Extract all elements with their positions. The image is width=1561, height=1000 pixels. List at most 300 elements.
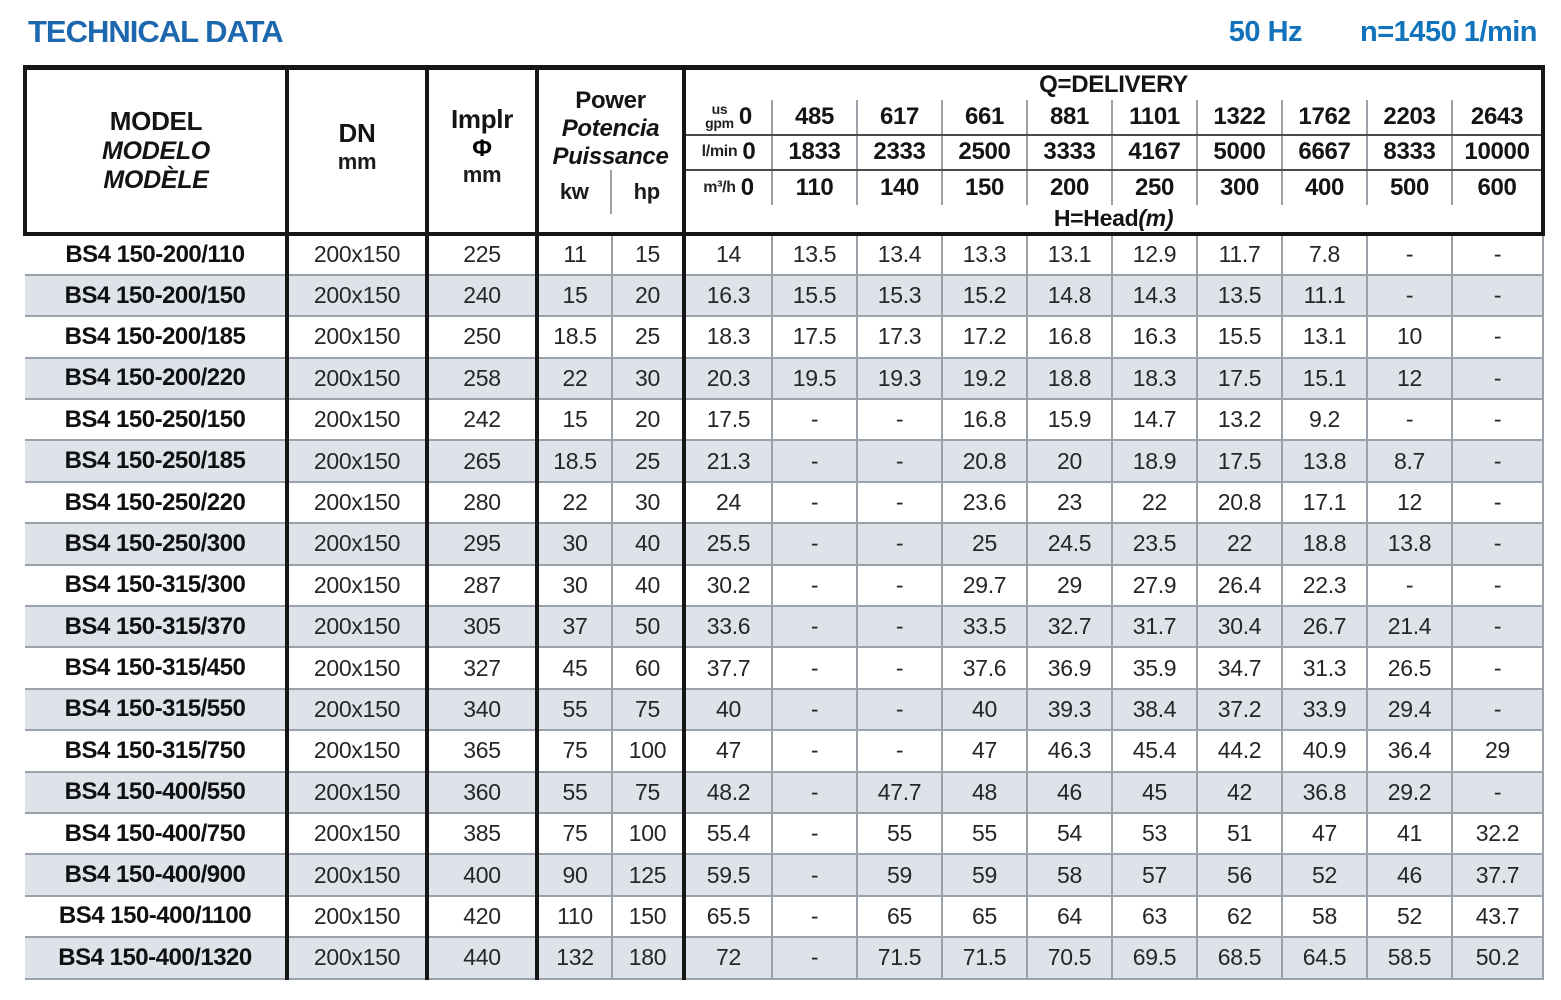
delivery-value: 250: [1112, 170, 1197, 205]
delivery-value: 617: [857, 100, 942, 135]
head-unit: (m): [1138, 204, 1174, 231]
data-cell: 305: [427, 606, 537, 647]
data-cell: 100: [612, 813, 684, 854]
model-cell: BS4 150-200/185: [25, 316, 287, 357]
table-row: [25, 772, 1543, 813]
impeller-diameter-symbol: Φ: [472, 134, 492, 162]
frequency-label: 50 Hz: [1228, 16, 1303, 48]
m3h-zero: 0: [740, 173, 754, 201]
data-cell: 17.5: [684, 399, 772, 440]
data-cell: 25: [942, 523, 1027, 564]
data-cell: 15.1: [1282, 358, 1367, 399]
data-cell: -: [857, 523, 942, 564]
data-cell: 14.3: [1112, 275, 1197, 316]
header-info: [1229, 16, 1537, 49]
data-cell: 14.8: [1027, 275, 1112, 316]
data-cell: -: [772, 854, 857, 895]
data-cell: 48.2: [684, 772, 772, 813]
table-header: [25, 68, 1543, 234]
data-cell: 64.5: [1282, 937, 1367, 978]
model-cell: BS4 150-250/150: [25, 399, 287, 440]
data-cell: 15: [537, 399, 612, 440]
data-cell: 18.8: [1027, 358, 1112, 399]
data-cell: 17.5: [772, 316, 857, 357]
data-cell: 8.7: [1367, 440, 1452, 481]
table-row: [25, 689, 1543, 730]
delivery-value: 1101: [1112, 100, 1197, 135]
data-cell: 55: [537, 772, 612, 813]
data-cell: 27.9: [1112, 565, 1197, 606]
data-cell: 37.6: [942, 647, 1027, 688]
data-cell: 21.4: [1367, 606, 1452, 647]
data-cell: 46: [1027, 772, 1112, 813]
data-cell: 58: [1282, 896, 1367, 937]
data-cell: 55.4: [684, 813, 772, 854]
data-cell: 45: [537, 647, 612, 688]
technical-data-table: [23, 65, 1545, 980]
data-cell: 18.8: [1282, 523, 1367, 564]
data-cell: 20: [612, 399, 684, 440]
data-cell: 39.3: [1027, 689, 1112, 730]
delivery-value: 5000: [1197, 135, 1282, 170]
power-label-es: Potencia: [561, 114, 660, 142]
model-cell: BS4 150-200/150: [25, 275, 287, 316]
data-cell: 25.5: [684, 523, 772, 564]
data-cell: -: [1452, 358, 1543, 399]
dn-label: DN: [338, 117, 376, 148]
data-cell: 12: [1367, 358, 1452, 399]
table-row: [25, 606, 1543, 647]
delivery-value: 881: [1027, 100, 1112, 135]
data-cell: 38.4: [1112, 689, 1197, 730]
delivery-value: 1762: [1282, 100, 1367, 135]
model-cell: BS4 150-315/300: [25, 565, 287, 606]
data-cell: 58.5: [1367, 937, 1452, 978]
data-cell: -: [772, 896, 857, 937]
data-cell: 150: [612, 896, 684, 937]
model-cell: BS4 150-200/110: [25, 234, 287, 275]
model-cell: BS4 150-400/550: [25, 772, 287, 813]
data-cell: 17.5: [1197, 440, 1282, 481]
data-cell: 200x150: [287, 854, 427, 895]
data-cell: 30: [612, 358, 684, 399]
data-cell: 15.9: [1027, 399, 1112, 440]
delivery-value: 140: [857, 170, 942, 205]
data-cell: 18.3: [1112, 358, 1197, 399]
delivery-value: 300: [1197, 170, 1282, 205]
data-cell: 30: [537, 565, 612, 606]
data-cell: 15.2: [942, 275, 1027, 316]
table-row: [25, 647, 1543, 688]
delivery-value: 3333: [1027, 135, 1112, 170]
data-cell: 17.2: [942, 316, 1027, 357]
data-cell: 36.9: [1027, 647, 1112, 688]
data-cell: -: [772, 606, 857, 647]
model-cell: BS4 150-200/220: [25, 358, 287, 399]
data-cell: 60: [612, 647, 684, 688]
delivery-value: 2203: [1367, 100, 1452, 135]
data-cell: 64: [1027, 896, 1112, 937]
power-label-fr: Puissance: [552, 142, 669, 170]
data-cell: -: [1367, 565, 1452, 606]
data-cell: -: [1452, 647, 1543, 688]
data-cell: -: [772, 399, 857, 440]
data-cell: 11.1: [1282, 275, 1367, 316]
data-cell: -: [772, 689, 857, 730]
data-cell: 45.4: [1112, 730, 1197, 771]
data-cell: 23: [1027, 482, 1112, 523]
data-cell: 22: [1197, 523, 1282, 564]
data-cell: 44.2: [1197, 730, 1282, 771]
model-cell: BS4 150-250/185: [25, 440, 287, 481]
delivery-value: 500: [1367, 170, 1452, 205]
impeller-unit: mm: [462, 162, 502, 188]
data-cell: 48: [942, 772, 1027, 813]
data-cell: 13.1: [1027, 234, 1112, 275]
data-cell: 42: [1197, 772, 1282, 813]
model-cell: BS4 150-400/750: [25, 813, 287, 854]
data-cell: -: [1452, 523, 1543, 564]
data-cell: 17.5: [1197, 358, 1282, 399]
delivery-value: 661: [942, 100, 1027, 135]
data-cell: 70.5: [1027, 937, 1112, 978]
data-cell: 15.3: [857, 275, 942, 316]
data-cell: 200x150: [287, 440, 427, 481]
power-unit-hp: hp: [610, 170, 683, 214]
data-cell: 340: [427, 689, 537, 730]
data-cell: 55: [942, 813, 1027, 854]
data-cell: 43.7: [1452, 896, 1543, 937]
data-cell: 18.3: [684, 316, 772, 357]
data-cell: 11.7: [1197, 234, 1282, 275]
data-cell: 52: [1282, 854, 1367, 895]
data-cell: 35.9: [1112, 647, 1197, 688]
data-cell: -: [772, 647, 857, 688]
data-cell: 13.5: [1197, 275, 1282, 316]
data-cell: 32.7: [1027, 606, 1112, 647]
data-cell: 47: [942, 730, 1027, 771]
model-cell: BS4 150-315/370: [25, 606, 287, 647]
data-cell: 12.9: [1112, 234, 1197, 275]
data-cell: -: [857, 606, 942, 647]
data-cell: -: [857, 482, 942, 523]
data-cell: 16.3: [1112, 316, 1197, 357]
data-cell: 36.4: [1367, 730, 1452, 771]
data-cell: 240: [427, 275, 537, 316]
data-cell: 75: [537, 813, 612, 854]
model-label-es: MODELO: [102, 136, 210, 165]
data-cell: -: [1452, 316, 1543, 357]
data-cell: 22: [537, 482, 612, 523]
gpm-unit-top: us: [711, 101, 728, 118]
data-cell: 22: [1112, 482, 1197, 523]
power-column-header: [537, 68, 684, 234]
delivery-value: 1322: [1197, 100, 1282, 135]
table-row: [25, 358, 1543, 399]
data-cell: 33.9: [1282, 689, 1367, 730]
data-cell: 200x150: [287, 523, 427, 564]
data-cell: 25: [612, 316, 684, 357]
delivery-value: 600: [1452, 170, 1543, 205]
data-cell: -: [1452, 399, 1543, 440]
data-cell: 17.3: [857, 316, 942, 357]
data-cell: 30.2: [684, 565, 772, 606]
data-cell: 37.2: [1197, 689, 1282, 730]
data-cell: 280: [427, 482, 537, 523]
data-cell: 200x150: [287, 813, 427, 854]
data-cell: 9.2: [1282, 399, 1367, 440]
model-label-en: MODEL: [109, 106, 203, 137]
data-cell: 200x150: [287, 937, 427, 978]
data-cell: 47: [1282, 813, 1367, 854]
data-cell: 258: [427, 358, 537, 399]
data-cell: 200x150: [287, 399, 427, 440]
dn-unit: mm: [337, 148, 377, 174]
data-cell: 200x150: [287, 358, 427, 399]
table-row: [25, 896, 1543, 937]
data-cell: 420: [427, 896, 537, 937]
delivery-value: 400: [1282, 170, 1367, 205]
data-cell: 385: [427, 813, 537, 854]
data-cell: 59: [857, 854, 942, 895]
data-cell: 56: [1197, 854, 1282, 895]
data-cell: -: [1367, 399, 1452, 440]
data-cell: 11: [537, 234, 612, 275]
speed-label: n=1450 1/min: [1360, 16, 1537, 48]
table-row: [25, 854, 1543, 895]
data-cell: 365: [427, 730, 537, 771]
data-cell: 180: [612, 937, 684, 978]
data-cell: 295: [427, 523, 537, 564]
data-cell: 18.9: [1112, 440, 1197, 481]
data-cell: 62: [1197, 896, 1282, 937]
data-cell: 71.5: [857, 937, 942, 978]
data-cell: 40.9: [1282, 730, 1367, 771]
delivery-value: 2643: [1452, 100, 1543, 135]
data-cell: 37: [537, 606, 612, 647]
data-cell: 57: [1112, 854, 1197, 895]
data-cell: -: [857, 730, 942, 771]
impeller-column-header: [427, 68, 537, 234]
data-cell: 69.5: [1112, 937, 1197, 978]
data-cell: -: [857, 647, 942, 688]
data-cell: 65: [942, 896, 1027, 937]
delivery-value: 150: [942, 170, 1027, 205]
data-cell: 200x150: [287, 896, 427, 937]
data-cell: 51: [1197, 813, 1282, 854]
data-cell: 30.4: [1197, 606, 1282, 647]
data-cell: 31.3: [1282, 647, 1367, 688]
data-cell: 33.6: [684, 606, 772, 647]
data-cell: 46: [1367, 854, 1452, 895]
data-cell: 250: [427, 316, 537, 357]
data-cell: 200x150: [287, 606, 427, 647]
delivery-unit-lmin: [684, 135, 772, 170]
data-cell: 50: [612, 606, 684, 647]
delivery-value: 485: [772, 100, 857, 135]
table-row: [25, 523, 1543, 564]
model-label-fr: MODÈLE: [103, 165, 209, 194]
data-cell: -: [772, 440, 857, 481]
data-cell: 132: [537, 937, 612, 978]
data-cell: 68.5: [1197, 937, 1282, 978]
delivery-value: 4167: [1112, 135, 1197, 170]
model-cell: BS4 150-400/900: [25, 854, 287, 895]
delivery-value: 8333: [1367, 135, 1452, 170]
data-cell: 13.3: [942, 234, 1027, 275]
table-row: [25, 730, 1543, 771]
data-cell: 75: [612, 689, 684, 730]
data-cell: 242: [427, 399, 537, 440]
data-cell: 40: [684, 689, 772, 730]
data-cell: 200x150: [287, 316, 427, 357]
table-row: [25, 275, 1543, 316]
model-cell: BS4 150-250/220: [25, 482, 287, 523]
data-cell: 15.5: [772, 275, 857, 316]
delivery-unit-gpm: [684, 100, 772, 135]
data-cell: 30: [612, 482, 684, 523]
data-cell: 40: [612, 565, 684, 606]
data-cell: 65: [857, 896, 942, 937]
data-cell: 200x150: [287, 730, 427, 771]
power-unit-kw: kw: [559, 179, 589, 205]
table-row: [25, 440, 1543, 481]
data-cell: 45: [1112, 772, 1197, 813]
model-cell: BS4 150-250/300: [25, 523, 287, 564]
data-cell: -: [857, 689, 942, 730]
data-cell: 14: [684, 234, 772, 275]
data-cell: 34.7: [1197, 647, 1282, 688]
data-cell: 29: [1027, 565, 1112, 606]
data-cell: -: [1452, 606, 1543, 647]
data-cell: 19.3: [857, 358, 942, 399]
data-cell: 26.5: [1367, 647, 1452, 688]
data-cell: 24.5: [1027, 523, 1112, 564]
data-cell: 59.5: [684, 854, 772, 895]
data-cell: 37.7: [684, 647, 772, 688]
model-cell: BS4 150-315/550: [25, 689, 287, 730]
data-cell: 265: [427, 440, 537, 481]
data-cell: 29.7: [942, 565, 1027, 606]
data-cell: -: [1452, 234, 1543, 275]
data-cell: 10: [1367, 316, 1452, 357]
data-cell: 33.5: [942, 606, 1027, 647]
data-cell: 13.5: [772, 234, 857, 275]
data-cell: 52: [1367, 896, 1452, 937]
data-cell: -: [772, 482, 857, 523]
data-cell: -: [857, 440, 942, 481]
data-cell: -: [1452, 565, 1543, 606]
data-cell: 14.7: [1112, 399, 1197, 440]
data-cell: -: [1452, 689, 1543, 730]
data-cell: 12: [1367, 482, 1452, 523]
table-row: [25, 399, 1543, 440]
data-cell: 26.4: [1197, 565, 1282, 606]
data-cell: 110: [537, 896, 612, 937]
data-cell: 47.7: [857, 772, 942, 813]
data-cell: 400: [427, 854, 537, 895]
data-cell: 7.8: [1282, 234, 1367, 275]
table-row: [25, 234, 1543, 275]
data-cell: 21.3: [684, 440, 772, 481]
data-cell: -: [772, 523, 857, 564]
model-cell: BS4 150-400/1320: [25, 937, 287, 978]
data-cell: 46.3: [1027, 730, 1112, 771]
data-cell: 15: [612, 234, 684, 275]
data-cell: 200x150: [287, 647, 427, 688]
table-row: [25, 565, 1543, 606]
table-row: [25, 937, 1543, 978]
data-cell: -: [1452, 275, 1543, 316]
data-cell: 55: [857, 813, 942, 854]
delivery-value: 200: [1027, 170, 1112, 205]
data-cell: 29: [1452, 730, 1543, 771]
data-cell: 23.5: [1112, 523, 1197, 564]
data-cell: 13.2: [1197, 399, 1282, 440]
data-cell: 200x150: [287, 482, 427, 523]
data-cell: 125: [612, 854, 684, 895]
data-cell: 29.2: [1367, 772, 1452, 813]
data-cell: 29.4: [1367, 689, 1452, 730]
data-cell: 13.8: [1282, 440, 1367, 481]
data-cell: 36.8: [1282, 772, 1367, 813]
data-cell: 13.8: [1367, 523, 1452, 564]
delivery-section-title: Q=DELIVERY: [684, 68, 1543, 100]
data-cell: 225: [427, 234, 537, 275]
data-cell: -: [1367, 275, 1452, 316]
delivery-value: 1833: [772, 135, 857, 170]
m3h-unit: m³/h: [703, 178, 736, 196]
delivery-value: 2333: [857, 135, 942, 170]
data-cell: 22: [537, 358, 612, 399]
gpm-unit-bottom: gpm: [705, 114, 734, 131]
data-cell: 55: [537, 689, 612, 730]
data-cell: 72: [684, 937, 772, 978]
data-cell: -: [772, 813, 857, 854]
data-cell: 37.7: [1452, 854, 1543, 895]
data-cell: -: [857, 565, 942, 606]
data-cell: 100: [612, 730, 684, 771]
data-cell: 17.1: [1282, 482, 1367, 523]
data-cell: 53: [1112, 813, 1197, 854]
data-cell: 360: [427, 772, 537, 813]
data-cell: 40: [942, 689, 1027, 730]
page-title: TECHNICAL DATA: [28, 14, 283, 49]
data-cell: 16.3: [684, 275, 772, 316]
data-cell: 18.5: [537, 316, 612, 357]
data-cell: 200x150: [287, 772, 427, 813]
data-cell: 65.5: [684, 896, 772, 937]
delivery-value: 110: [772, 170, 857, 205]
data-cell: 13.1: [1282, 316, 1367, 357]
data-cell: -: [1452, 482, 1543, 523]
data-cell: 20.8: [942, 440, 1027, 481]
model-cell: BS4 150-315/450: [25, 647, 287, 688]
data-cell: 63: [1112, 896, 1197, 937]
power-label-en: Power: [575, 87, 646, 115]
data-cell: 19.5: [772, 358, 857, 399]
data-cell: 31.7: [1112, 606, 1197, 647]
data-cell: 30: [537, 523, 612, 564]
table-row: [25, 316, 1543, 357]
data-cell: 327: [427, 647, 537, 688]
data-cell: 287: [427, 565, 537, 606]
impeller-label: Implr: [450, 104, 514, 134]
data-cell: 23.6: [942, 482, 1027, 523]
data-cell: 19.2: [942, 358, 1027, 399]
delivery-value: 2500: [942, 135, 1027, 170]
data-cell: 40: [612, 523, 684, 564]
